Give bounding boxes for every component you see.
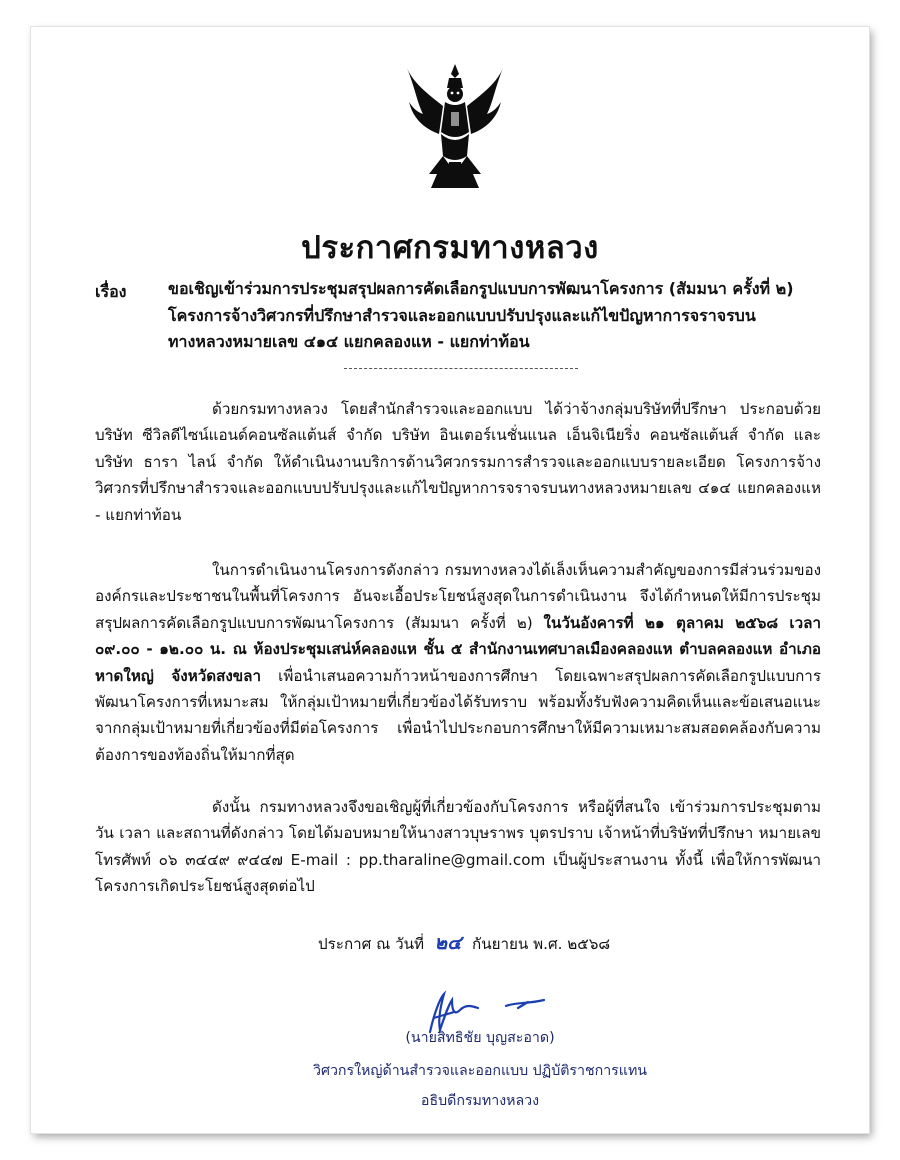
subject-label: เรื่อง — [95, 282, 127, 301]
announce-date — [318, 928, 610, 958]
paragraph-invitation: ดังนั้น กรมทางหลวงจึงขอเชิญผู้ที่เกี่ยวข้องกับโครงการ หรือผู้ที่สนใจ เข้าร่วมการประชุมตามวัน เวลา และสถานที่ดังกล่าว โดยได้มอบหมายให้นางสาวบุษราพร บุตรปราบ เจ้าหน้าที่บริษัทที่ปรึกษา หมายเลขโทรศัพท์ ๐๖ ๓๔๔๙ ๙๔๔๗ E-mail : pp.tharaline@gmail.com เป็นผู้ประสานงาน ทั้งนี้ เพื่อให้การพัฒนาโครงการเกิดประโยชน์สูงสุดต่อไป — [95, 798, 821, 896]
announce-month-year: กันยายน พ.ศ. ๒๕๖๘ — [472, 935, 611, 953]
announce-day: ๒๔ — [434, 932, 462, 954]
paragraph-intro: ด้วยกรมทางหลวง โดยสำนักสำรวจและออกแบบ ได้ว่าจ้างกลุ่มบริษัทที่ปรึกษา ประกอบด้วย บริษัท ซีวิลดีไซน์แอนด์คอนซัลแต้นส์ จำกัด บริษัท อินเตอร์เนชั่นแนล เอ็นจิเนียริ่ง คอนซัลแต้นส์ จำกัด และ บริษัท ธารา ไลน์ จำกัด ให้ดำเนินงานบริการด้านวิศวกรรมการสำรวจและออกแบบรายละเอียด โครงการจ้างวิศวกรที่ปรึกษาสำรวจและออกแบบปรับปรุงและแก้ไขปัญหาการจราจรบนทางหลวงหมายเลข ๔๑๔ แยกคลองแห - แยกท่าท้อน — [95, 400, 821, 524]
divider — [344, 368, 578, 369]
signatory-name: (นายสิทธิชัย บุญสะอาด) — [405, 1030, 555, 1046]
paragraph-meeting — [95, 557, 821, 768]
garuda-emblem-icon — [405, 62, 505, 200]
announce-prefix: ประกาศ ณ วันที่ — [318, 935, 424, 953]
subject-text: ขอเชิญเข้าร่วมการประชุมสรุปผลการคัดเลือกรูปแบบการพัฒนาโครงการ (สัมมนา ครั้งที่ ๒) โครงการจ้างวิศวกรที่ปรึกษาสำรวจและออกแบบปรับปรุงและแก้ไขปัญหาการจราจรบนทางหลวงหมายเลข ๔๑๔ แยกคลองแห - แยกท่าท้อน — [168, 279, 794, 351]
signatory-title: อธิบดีกรมทางหลวง — [420, 1093, 540, 1109]
meeting-date-venue: ในวันอังคารที่ ๒๑ ตุลาคม ๒๕๖๘ เวลา ๐๙.๐๐ - ๑๒.๐๐ น. ณ ห้องประชุมเสน่ห์คลองแห ชั้น ๕ สำนักงานเทศบาลเมืองคลองแห ตำบลคลองแห อำเภอหาดใหญ่ จังหวัดสงขลา — [95, 613, 821, 685]
signatory-position: วิศวกรใหญ่ด้านสำรวจและออกแบบ ปฏิบัติราชการแทน — [312, 1063, 648, 1079]
page-title: ประกาศกรมทางหลวง — [301, 230, 599, 266]
meeting-intro-text: ในการดำเนินงานโครงการดังกล่าว กรมทางหลวงได้เล็งเห็นความสำคัญของการมีส่วนร่วมขององค์กรและประชาชนในพื้นที่โครงการ อันจะเอื้อประโยชน์สูงสุดในการดำเนินงาน จึงได้กำหนดให้มีการประชุมสรุปผลการคัดเลือกรูปแบบการพัฒนาโครงการ (สัมมนา ครั้งที่ ๒) — [95, 561, 821, 632]
meeting-purpose-text: เพื่อนำเสนอความก้าวหน้าของการศึกษา โดยเฉพาะสรุปผลการคัดเลือกรูปแบบการพัฒนาโครงการที่เหมาะสม ให้กลุ่มเป้าหมายที่เกี่ยวข้องได้รับทราบ พร้อมทั้งรับฟังความคิดเห็นและข้อเสนอแนะจากกลุ่มเป้าหมายที่เกี่ยวข้องที่มีต่อโครงการ เพื่อนำไปประกอบการศึกษาให้มีความเหมาะสมสอดคล้องกับความต้องการของท้องถิ่นให้มากที่สุด — [95, 666, 821, 764]
